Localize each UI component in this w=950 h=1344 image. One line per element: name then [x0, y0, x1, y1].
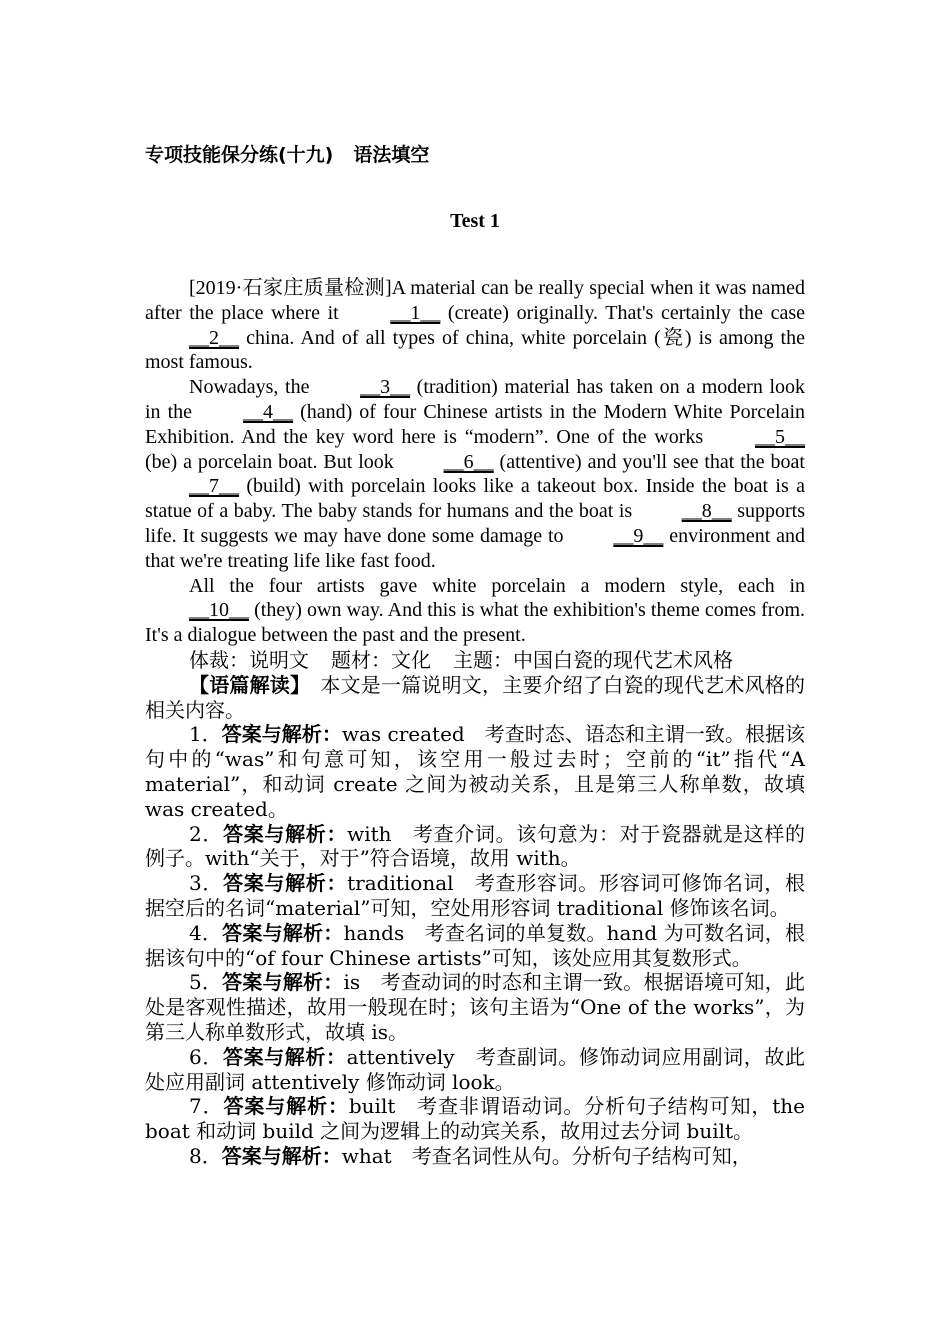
- reading-label: 【语篇解读】: [189, 672, 301, 697]
- answer-number: 6．: [189, 1044, 223, 1069]
- blank-8: __8__: [681, 500, 732, 523]
- page-title: [145, 140, 805, 170]
- answer-text: with 考查介词。该句意为：对于瓷器就是这样的例子。with“关于，对于”符合语境，故用 with。: [145, 821, 806, 871]
- answer-item: [145, 722, 805, 821]
- blank-5: __5__: [755, 425, 805, 448]
- meta-material: 题材：文化: [331, 647, 431, 672]
- answer-label: 答案与解析：: [223, 1094, 349, 1119]
- answer-item: [145, 1144, 805, 1169]
- answer-item: [145, 822, 805, 872]
- answer-label: 答案与解析：: [223, 871, 348, 896]
- answer-item: [145, 1045, 805, 1095]
- answer-item: [145, 970, 805, 1044]
- passage-paragraph-3: All the four artists gave white porcelain a modern style, each in __10__ (they) own way. And this is what the exhibition's theme comes from. It's a dialogue between the past and the present.: [145, 574, 805, 647]
- answer-number: 8．: [189, 1143, 222, 1168]
- answer-item: [145, 921, 805, 971]
- passage-paragraph-2: Nowadays, the __3__ (tradition) material has taken on a modern look in the __4__ (hand) of four Chinese artists in the Modern White Porcelain Exhibition. And the key word here is “modern”. One of the works __5__ (be) a porcelain boat. But look __6__ (attentive) and you'll see that the boat __7__ (build) with porcelain looks like a takeout box. Inside the boat is a statue of a baby. The baby stands for humans and the boat is __8__ supports life. It suggests we may have done some damage to __9__ environment and that we're treating life like fast food.: [145, 376, 806, 572]
- passage-meta: [145, 648, 805, 673]
- reading-summary: [145, 673, 805, 723]
- blank-10: __10__: [189, 599, 249, 622]
- reading-text: 本文是一篇说明文，主要介绍了白瓷的现代艺术风格的相关内容。: [145, 672, 806, 722]
- answer-label: 答案与解析：: [222, 920, 344, 945]
- blank-3: __3__: [360, 376, 411, 399]
- answer-number: 3．: [189, 871, 224, 896]
- blank-4: __4__: [243, 400, 294, 423]
- answer-number: 4．: [189, 920, 223, 945]
- answer-label: 答案与解析：: [222, 970, 344, 995]
- answer-item: [145, 871, 805, 921]
- answer-label: 答案与解析：: [221, 722, 342, 747]
- answer-number: 5．: [189, 970, 223, 995]
- answer-label: 答案与解析：: [222, 1044, 347, 1069]
- answer-label: 答案与解析：: [223, 821, 348, 846]
- test-heading: Test 1: [450, 210, 500, 232]
- answer-number: 1．: [189, 722, 222, 747]
- answer-item: [145, 1094, 805, 1144]
- answer-text: what 考查名词性从句。分析句子结构可知，: [341, 1143, 752, 1168]
- answer-text: traditional 考查形容词。形容词可修饰名词，根据空后的名词“material”可知，空处用形容词 traditional 修饰该名词。: [145, 871, 805, 920]
- answer-label: 答案与解析：: [221, 1143, 342, 1168]
- answer-text: is 考查动词的时态和主谓一致。根据语境可知，此处是客观性描述，故用一般现在时；该句主语为“One of the works”，为第三人称单数形式，故填 is。: [145, 970, 805, 1044]
- answer-text: was created 考查时态、语态和主谓一致。根据该句中的“was”和句意可知，该空用一般过去时；空前的“it”指代“A material”，和动词 create 之间为被动关系，且是第三人称单数，故填 was created。: [145, 722, 805, 821]
- answer-number: 7．: [189, 1094, 224, 1119]
- meta-theme: 主题：中国白瓷的现代艺术风格: [453, 647, 733, 672]
- blank-7: __7__: [189, 475, 239, 498]
- answer-text: built 考查非谓语动词。分析句子结构可知，the boat 和动词 build 之间为逻辑上的动宾关系，故用过去分词 built。: [145, 1094, 806, 1144]
- title-topic: 语法填空: [353, 144, 430, 166]
- answer-list: [145, 722, 805, 1168]
- answer-text: attentively 考查副词。修饰动词应用副词，故此处应用副词 attentively 修饰动词 look。: [145, 1044, 805, 1094]
- blank-9: __9__: [613, 524, 664, 547]
- answer-text: hands 考查名词的单复数。hand 为可数名词，根据该句中的“of four Chinese artists”可知，该处应用其复数形式。: [145, 920, 805, 970]
- blank-2: __2__: [189, 326, 239, 349]
- blank-6: __6__: [443, 450, 494, 473]
- document-page: [145, 140, 805, 1169]
- answer-number: 2．: [189, 821, 224, 846]
- meta-genre: 体裁：说明文: [189, 647, 309, 672]
- blank-1: __1__: [390, 301, 441, 324]
- passage-paragraph-1: [2019·石家庄质量检测]A material can be really special when it was named after the place where it __1__ (create) originally. That's certainly the case __2__ china. And of all types of china, white porcelain (瓷) is among the most famous.: [145, 277, 805, 374]
- title-main: 专项技能保分练(十九): [145, 144, 334, 166]
